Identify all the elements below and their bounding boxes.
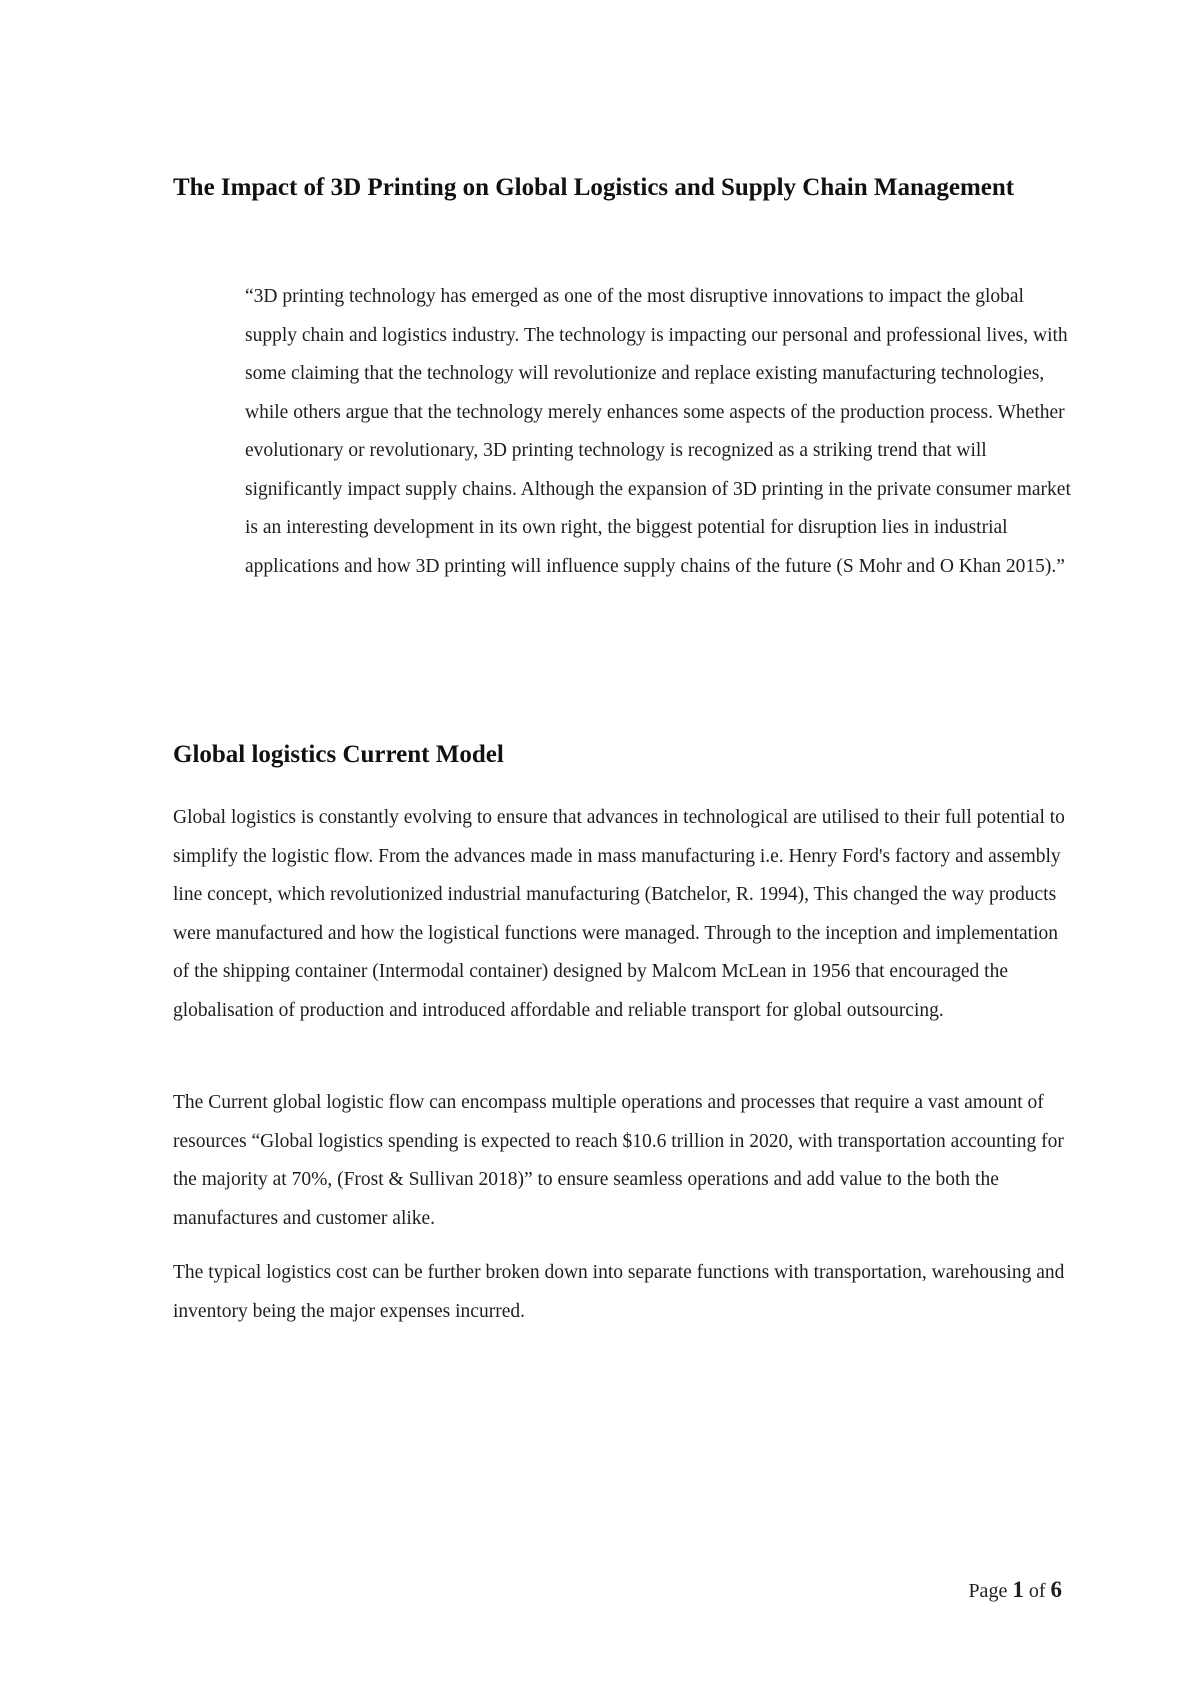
page-number-footer bbox=[968, 1575, 1062, 1606]
body-paragraph: The Current global logistic flow can encompass multiple operations and processes that require a vast amount of resources “Global logistics spending is expected to reach $10.6 trillion in 2020, with transportation accounting for the majority at 70%, (Frost & Sullivan 2018)” to ensure seamless operations and add value to the both the manufactures and customer alike. bbox=[173, 1092, 1064, 1229]
page-label: Page bbox=[968, 1580, 1008, 1602]
of-label: of bbox=[1028, 1580, 1046, 1602]
current-page-number: 1 bbox=[1012, 1577, 1024, 1602]
opening-quote: “3D printing technology has emerged as one of the most disruptive innovations to impact the global supply chain and logistics industry. The technology is impacting our personal and professional lives, with some claiming that the technology will revolutionize and replace existing manufacturing technologies, while others argue that the technology merely enhances some aspects of the production process. Whether evolutionary or revolutionary, 3D printing technology is recognized as a striking trend that will significantly impact supply chains. Although the expansion of 3D printing in the private consumer market is an interesting development in its own right, the biggest potential for disruption lies in industrial applications and how 3D printing will influence supply chains of the future (S Mohr and O Khan 2015).” bbox=[245, 286, 1071, 577]
body-paragraph: Global logistics is constantly evolving to ensure that advances in technological are utilised to their full potential to simplify the logistic flow. From the advances made in mass manufacturing i.e. Henry Ford's factory and assembly line concept, which revolutionized industrial manufacturing (Batchelor, R. 1994), This changed the way products were manufactured and how the logistical functions were managed. Through to the inception and implementation of the shipping container (Intermodal container) designed by Malcom McLean in 1956 that encouraged the globalisation of production and introduced affordable and reliable transport for global outsourcing. bbox=[173, 807, 1065, 1021]
body-paragraph: The typical logistics cost can be further broken down into separate functions with transportation, warehousing and inventory being the major expenses incurred. bbox=[173, 1262, 1065, 1322]
section-heading: Global logistics Current Model bbox=[173, 741, 504, 768]
total-pages-number: 6 bbox=[1050, 1577, 1062, 1602]
document-title: The Impact of 3D Printing on Global Logistics and Supply Chain Management bbox=[173, 174, 1015, 201]
